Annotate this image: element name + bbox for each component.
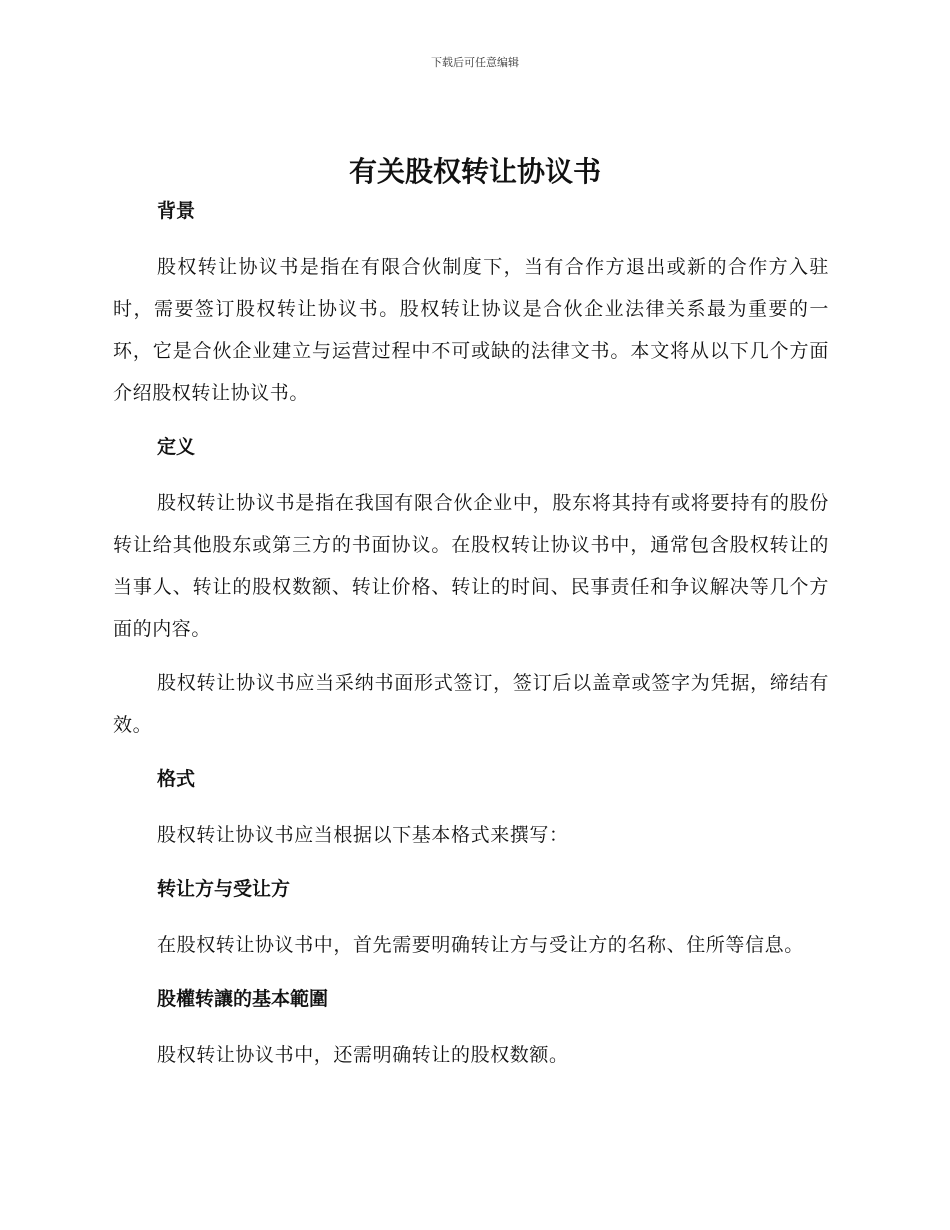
paragraph-background: 股权转让协议书是指在有限合伙制度下，当有合作方退出或新的合作方入驻时，需要签订股权转让协议书。股权转让协议是合伙企业法律关系最为重要的一环，它是合伙企业建立与运营过程中不可或缺的法律文书。本文将从以下几个方面介绍股权转让协议书。 — [113, 256, 829, 404]
document-body — [113, 196, 829, 1076]
section-heading-parties: 转让方与受让方 — [157, 878, 291, 900]
header-note: 下载后可任意编辑 — [431, 56, 519, 69]
paragraph-scope: 股权转让协议书中，还需明确转让的股权数额。 — [157, 1044, 569, 1066]
paragraph-definition-1: 股权转让协议书是指在我国有限合伙企业中，股东将其持有或将要持有的股份转让给其他股东或第三方的书面协议。在股权转让协议书中，通常包含股权转让的当事人、转让的股权数额、转让价格、转让的时间、民事责任和争议解决等几个方面的内容。 — [113, 492, 829, 640]
section-heading-format: 格式 — [157, 768, 196, 790]
document-title: 有关股权转让协议书 — [348, 155, 601, 188]
paragraph-format: 股权转让协议书应当根据以下基本格式来撰写： — [157, 824, 569, 846]
paragraph-definition-2: 股权转让协议书应当采纳书面形式签订，签订后以盖章或签字为凭据，缔结有效。 — [113, 672, 829, 736]
section-heading-background: 背景 — [157, 200, 196, 222]
section-heading-definition: 定义 — [157, 436, 196, 458]
section-heading-scope: 股權转讓的基本範圍 — [157, 988, 329, 1010]
paragraph-parties: 在股权转让协议书中，首先需要明确转让方与受让方的名称、住所等信息。 — [157, 934, 804, 956]
